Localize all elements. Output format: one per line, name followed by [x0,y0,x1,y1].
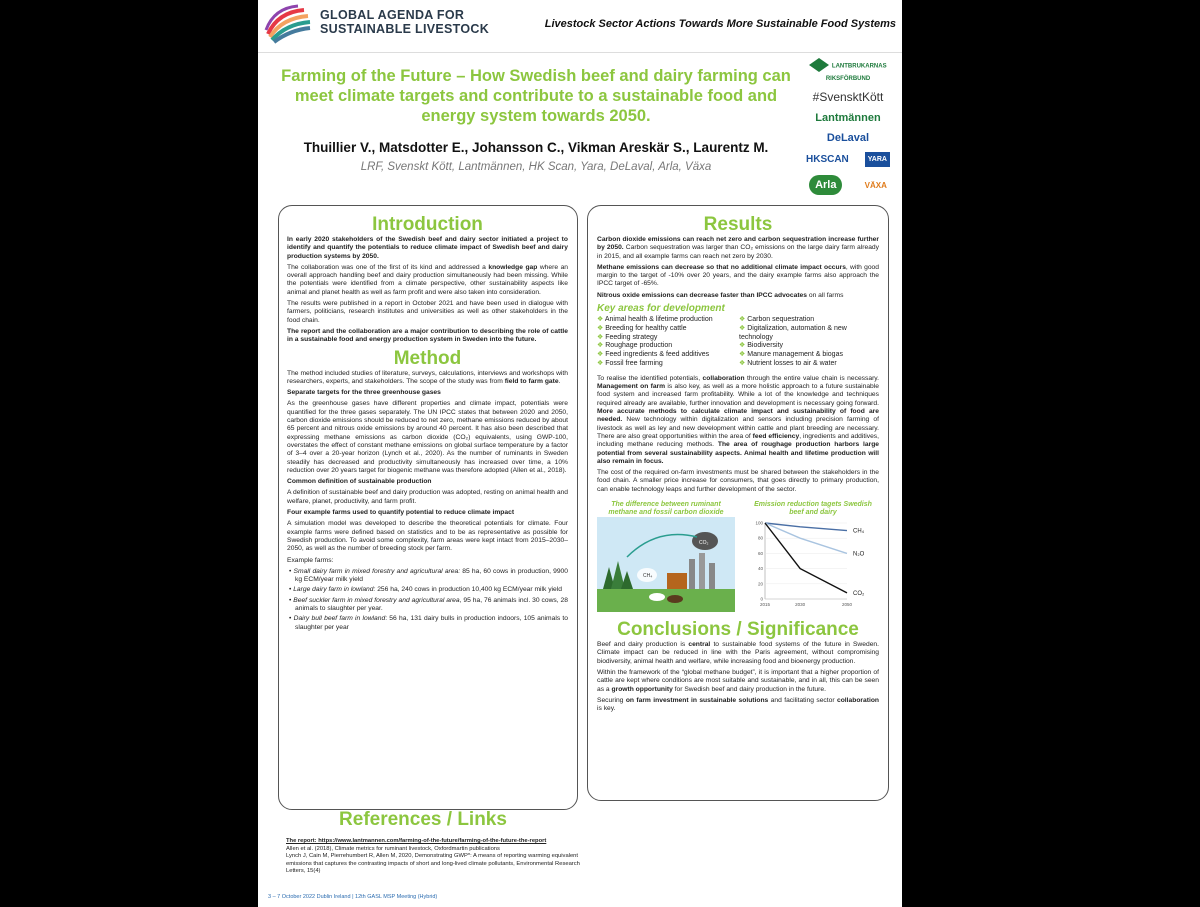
arla-logo: Arla [809,175,842,195]
poster-header [258,0,902,53]
key-area-item [739,325,879,343]
key-areas-right [739,316,879,369]
results-p2 [597,264,879,289]
key-area-item [597,342,737,351]
conclusions-p1b: central [688,641,711,649]
results-p1a: Carbon dioxide emissions can reach net zero and carbon sequestration increase further by 2050. [597,236,879,252]
header-tagline: Livestock Sector Actions Towards More Sustainable Food Systems [544,18,896,30]
intro-p1 [287,236,568,261]
diamond-bullet-icon: ❖ [597,316,604,324]
diamond-bullet-icon: ❖ [739,360,746,368]
figure-emission-targets [747,501,879,618]
yara-logo: YARA [865,152,890,167]
conclusions-heading: Conclusions / Significance [617,619,859,641]
chart-title: Emission reduction tagets Swedish beef and dairy [754,501,872,517]
figure-methane-vs-co2 [597,501,735,617]
diamond-bullet-icon: ❖ [739,316,746,324]
results-p3 [597,292,879,300]
intro-p2c: where an overall approach handling beef and dairy production simultaneously had been missing. While the potentials were identified from a climate perspective, other sustainability aspects like animal and planet health as well as farm profit and were also taken into consideration. [287,263,569,296]
y-tick-label: 0 [760,596,763,602]
y-tick-label: 80 [757,535,763,541]
results-p4 [597,375,879,466]
results-p2b: , with good margin to the target of -10% over 20 years, and the dairy example farms also approach the IPCC target of -65%. [597,263,879,288]
method-p4: A simulation model was developed to describe the theoretical potentials for climate. Four example farms were defined based on statistics and to be as representative as possible for Swedish production. To avoid some complexity, farm areas were kept intact from 2015–2030–2050, as well as the number of breeding stock per farm. [287,520,568,553]
results-p4f: More accurate methods to calculate climate impact and sustainability of food are needed. [597,408,879,424]
reference-item: Lynch J, Cain M, Pierrehumbert R, Allen M, 2020, Demonstrating GWP*: A means of reporting warming equivalent emissions that captures the contrasting impacts of short and long-lived climate pollutants, Environmental Research Letters, 15(4) [286,853,580,874]
figures-row [597,497,879,615]
intro-p2 [287,264,568,297]
results-p4g: New technology within digitalization and sensors including precision farming of livestock as well as ley and new development within cattle and plant breeding are necessary. There are also great opportunities within the area of [597,416,879,440]
series-label: N₂O [853,551,865,558]
results-p4a: To realise the identified potentials, [597,374,703,382]
farms-intro: Example farms: [287,556,334,564]
results-p5: The cost of the required on-farm investments must be shared between the stakeholders in the food chain. A smaller price increase for consumers, that goes directly to primary production, can enable technology leaps and further development of the sector. [597,469,879,493]
results-p3a: Nitrous oxide emissions can decrease faster than IPCC advocates [597,291,807,299]
key-area-item [597,334,737,343]
intro-p4-text: The report and the collaboration are a major contribution to describing the role of cattle in a sustainable food and energy production system in Sweden into the future. [287,327,568,344]
diamond-bullet-icon: ❖ [739,342,746,350]
diamond-bullet-icon: ❖ [739,351,746,359]
key-area-label: Carbon sequestration [747,316,815,324]
org-line-2: SUSTAINABLE LIVESTOCK [320,22,490,36]
left-panel [278,205,578,810]
conclusions-p2a: Within the framework of the “global methane budget”, it is important that a higher proportion of cattle are kept where conditions are most suitable and sustainable, and in all, this can be seen as a [597,668,879,693]
diamond-bullet-icon: ❖ [597,324,604,332]
method-sub3-text: Four example farms used to quantify potential to reduce climate impact [287,509,515,517]
results-section [597,214,879,716]
references-list [286,838,586,876]
farm-name: Large dairy farm in lowland: [293,586,376,594]
key-area-item [597,316,737,325]
results-p1 [597,236,879,261]
sponsor-row-2 [798,175,898,195]
y-tick-label: 20 [757,581,763,587]
farm-item: • Large dairy farm in lowland: 256 ha, 240 cows in production 10,400 kg ECM/year milk yield [289,586,562,594]
hkscan-logo: HKSCAN [806,154,849,165]
farm-desc: 85 ha, 60 cows in production, 9900 kg ECM/year milk yield [295,567,568,584]
results-p1b: Carbon sequestration was larger than CO₂ emissions on the large dairy farm already in 2015, and all example farms can reach net zero by 2030. [597,244,879,260]
farms-list [287,568,568,632]
key-area-label: Biodiversity [747,342,784,350]
key-area-item [739,316,879,325]
lrf-emblem-icon [809,58,829,72]
farm-item: • Small dairy farm in mixed forestry and agricultural area: 85 ha, 60 cows in production, 9900 kg ECM/year milk yield [289,567,568,584]
conclusions-p3e: is key. [597,705,616,713]
key-area-item [597,351,737,360]
farm-item: • Beef suckler farm in mixed forestry and agricultural area, 95 ha, 76 animals incl. 30 cows, 28 animals to slaughter per year. [289,596,568,612]
results-p4d: Management on farm [597,383,666,391]
diamond-bullet-icon: ❖ [739,324,746,332]
conclusions-p1 [597,641,879,666]
org-line-1: GLOBAL AGENDA FOR [320,8,465,22]
diamond-bullet-icon: ❖ [597,333,604,341]
farm-name: Small dairy farm in mixed forestry and agricultural area: [293,567,461,575]
y-tick-label: 40 [757,566,763,572]
svensktkott-logo: #SvensktKött [812,90,884,104]
key-area-label: Manure management & biogas [747,351,843,359]
intro-p2a: The collaboration was one of the first of its kind and addressed a [287,263,489,271]
conclusions-p2 [597,669,879,694]
footer: 3 – 7 October 2022 Dublin Ireland | 12th GASL MSP Meeting (Hybrid) [268,894,438,900]
method-sub1-text: Separate targets for the three greenhouse gases [287,389,441,397]
affiliations: LRF, Svenskt Kött, Lantmännen, HK Scan, Yara, DeLaval, Arla, Växa [360,161,712,173]
method-sub3 [287,509,568,517]
series-label: CO₂ [853,590,865,597]
method-sub2 [287,478,568,486]
method-sub2-text: Common definition of sustainable production [287,478,432,486]
introduction-heading: Introduction [372,214,483,235]
key-area-item [739,342,879,351]
key-areas-heading: Key areas for development [597,303,725,315]
farm-desc: , 95 ha, 76 animals incl. 30 cows, 28 animals to slaughter per year. [295,596,568,612]
method-p1c: . [558,377,561,385]
results-p4c: through the entire value chain is necessary. [744,374,880,382]
right-panel [587,205,889,801]
key-area-item [597,325,737,334]
delaval-logo: DeLaval [826,132,870,144]
results-p2a: Methane emissions can decrease so that no additional climate impact occurs [597,263,846,271]
key-area-item [597,360,737,369]
poster-title: Farming of the Future – How Swedish beef and dairy farming can meet climate targets and contribute to a sustainable food and energy system towards 2050. [281,67,791,125]
y-tick-label: 100 [755,520,763,526]
results-p4i: , ingredients and additives, including methane reducing methods. [597,432,879,449]
farm-item: • Dairy bull beef farm in lowland: 56 ha, 131 dairy bulls in production indoors, 105 animals to slaughter per year [289,615,568,631]
gasl-logo-text [320,8,489,36]
x-tick-label: 2015 [759,602,771,608]
series-line [765,523,847,531]
ch4-label: CH₄ [643,573,653,580]
method-p2: As the greenhouse gases have different properties and climate impact, potentials were quantified for the three gases separately. The UN IPCC states that between 2020 and 2050, carbon dioxide emissions should be reduced to net zero, methane emissions reduced by about 65 percent and nitrous oxide emissions by around 40 percent. It has also been described that expressing methane emissions as carbon dioxide (CO₂) equivalents, using GWP-100, overstates the effect of constant methane emissions on global surface temperature by a factor of 3–4 over a 20-year horizon (Lynch et al., 2020). As the number of ruminants in Sweden steadily has decreased and productivity simultaneously has increased over time, a 10% reduction over 20 years target for biogenic methane was therefore adopted (Allen et al., 2018). [287,400,568,474]
key-area-label: Feed ingredients & feed additives [605,351,710,359]
results-heading: Results [703,214,773,235]
conclusions-p2c: for Swedish beef and dairy production in the future. [672,685,826,693]
emission-targets-chart [747,517,879,613]
method-p1 [287,370,568,387]
diamond-bullet-icon: ❖ [597,342,604,350]
conclusions-p1c: to sustainable food systems of the future in Sweden. Climate impact can be reduced in line with the Paris agreement, without compromising biodiversity, animal health and welfare, while increasing food and bioenergy production. [597,641,879,665]
conclusions-p1a: Beef and dairy production is [597,641,689,649]
sponsor-row-1 [798,152,898,167]
sponsor-logos [798,58,898,203]
figure-1-caption: The difference between ruminant methane and fossil carbon dioxide [608,501,724,517]
diamond-bullet-icon: ❖ [597,360,604,368]
key-area-item [739,360,879,369]
farm-desc: 256 ha, 240 cows in production 10,400 kg ECM/year milk yield [375,586,562,594]
diamond-bullet-icon: ❖ [597,351,604,359]
authors: Thuillier V., Matsdotter E., Johansson C., Vikman Areskär S., Laurentz M. [303,140,769,155]
farm-desc: : 56 ha, 131 dairy bulls in production indoors, 105 animals to slaughter per year [295,615,568,631]
method-sub1 [287,389,568,397]
key-area-label: Breeding for healthy cattle [605,324,687,332]
lantmannen-logo: Lantmännen [815,112,881,124]
introduction-section [287,214,568,634]
method-p3: A definition of sustainable beef and dairy production was adopted, resting on animal health and welfare, planet, productivity, and farm profit. [287,489,568,505]
key-area-item [739,351,879,360]
intro-p3: The results were published in a report in October 2021 and have been used in dialogue with farmers, politicians, research institutes and universities as well as other stakeholders in the food chain. [287,300,568,324]
results-p4e: is also key, as well as a more holistic approach to a future sustainable food system and increased farm profitability. While a lot of the knowledge and techniques required already are available, further innovation and development is necessary going forward. [597,383,879,407]
farm-name: Beef suckler farm in mixed forestry and agricultural area [293,596,460,604]
intro-p1-text: In early 2020 stakeholders of the Swedish beef and dairy sector initiated a project to identify and quantify the potentials to reduce climate impact of Swedish beef and dairy production systems by 2050. [287,236,568,260]
key-area-label: Fossil free farming [605,360,663,368]
key-areas-left [597,316,737,369]
key-area-label: Animal health & lifetime production [604,316,713,324]
results-p4h: feed efficiency [752,432,800,440]
y-tick-label: 60 [757,550,763,556]
method-p1b: field to farm gate [504,377,559,385]
key-area-label: Feeding strategy [605,333,658,341]
results-p3b: on all farms [807,291,844,299]
gasl-logo-icon [264,4,312,44]
results-p4b: collaboration [702,374,745,382]
references-heading: References / Links [339,809,507,830]
intro-p4 [287,328,568,345]
conclusions-p3 [597,697,879,714]
series-label: CH₄ [853,528,865,535]
x-tick-label: 2050 [841,602,853,608]
carbon-cycle-illustration [597,517,735,612]
lrf-name: LANTBRUKARNAS RIKSFÖRBUND [825,63,887,82]
key-area-label: Nutrient losses to air & water [747,360,837,368]
reference-report-link[interactable]: The report: https://www.lantmannen.com/farming-of-the-future/farming-of-the-future-the-report [286,838,547,844]
conclusions-p2b: growth opportunity [611,685,673,693]
results-p4j: The area of roughage production harbors large potential from several sustainability aspects. Animal health and lifetime production will also remain in focus. [597,441,879,465]
conclusions-p3a: Securing [597,696,626,704]
series-line [765,523,847,593]
poster [258,0,902,907]
key-area-label: Roughage production [605,342,673,350]
method-heading: Method [393,347,462,369]
intro-p2b: knowledge gap [488,263,538,271]
lrf-logo [798,58,898,82]
key-area-label: Digitalization, automation & new technology [739,324,847,341]
method-p1a: The method included studies of literature, surveys, calculations, interviews and workshops with researchers, experts, and stakeholders. The scope of the study was from [287,369,568,385]
conclusions-p3b: on farm investment in sustainable solutions [625,696,769,704]
conclusions-p3d: collaboration [837,696,879,704]
key-areas [597,316,879,369]
vaxa-logo: VÄXA [864,180,887,190]
conclusions-p3c: and facilitating sector [768,696,837,704]
co2-label: CO₂ [699,540,709,547]
x-tick-label: 2030 [795,602,806,608]
reference-item: Allen et al. (2018), Climate metrics for ruminant livestock, Oxfordmartin publications [286,845,500,852]
farm-name: Dairy bull beef farm in lowland [293,615,386,623]
